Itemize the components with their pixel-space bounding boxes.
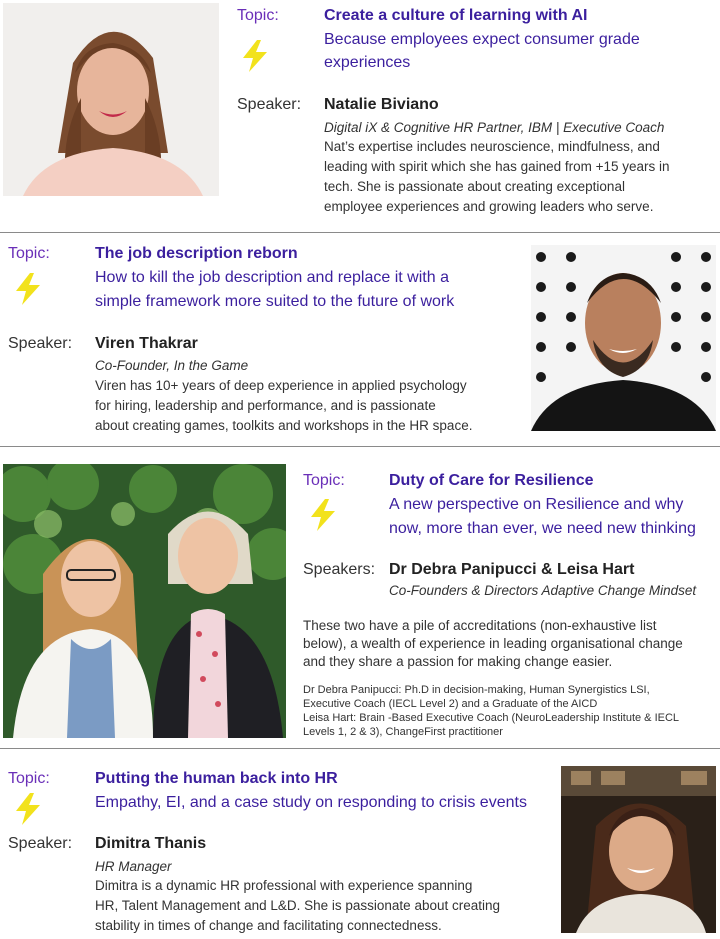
topic-label: Topic:: [8, 245, 50, 262]
speaker-photo-dimitra: [561, 766, 716, 933]
speaker-bio-line: Dimitra is a dynamic HR professional with experience spanning: [95, 878, 473, 893]
speaker-name: Dr Debra Panipucci & Leisa Hart: [389, 561, 635, 578]
session-subtitle-line: A new perspective on Resilience and why: [389, 496, 684, 513]
session-title: Putting the human back into HR: [95, 770, 338, 787]
speaker-role: Co-Founder, In the Game: [95, 358, 249, 373]
session-card-3: [0, 447, 720, 748]
session-card-4: [0, 749, 720, 939]
lightning-bolt-icon: [10, 791, 46, 827]
speaker-label: Speaker:: [8, 835, 73, 852]
session-card-1: [0, 0, 720, 232]
credentials-line: Leisa Hart: Brain -Based Executive Coach (NeuroLeadership Institute & IECL: [303, 712, 680, 724]
speaker-bio-line: below), a wealth of experience in leading organisational change: [303, 636, 683, 651]
topic-label: Topic:: [237, 7, 279, 24]
speaker-label: Speaker:: [8, 335, 73, 352]
speaker-bio-line: leading with spirit which she has gained from +15 years in: [324, 159, 670, 174]
speaker-photo-natalie: [3, 3, 219, 196]
credentials-line: Dr Debra Panipucci: Ph.D in decision-making, Human Synergistics LSI,: [303, 684, 650, 696]
speaker-role: HR Manager: [95, 859, 172, 874]
speaker-photo-viren: [531, 245, 716, 431]
speaker-bio-line: HR, Talent Management and L&D. She is passionate about creating: [95, 898, 500, 913]
speaker-role: Digital iX & Cognitive HR Partner, IBM | Executive Coach: [324, 120, 665, 135]
speaker-bio-line: tech. She is passionate about creating exceptional: [324, 179, 625, 194]
speaker-label: Speaker:: [237, 96, 302, 113]
speaker-name: Viren Thakrar: [95, 335, 198, 352]
speaker-bio-line: and they share a passion for making change easier.: [303, 654, 613, 669]
session-title: The job description reborn: [95, 245, 298, 262]
session-title: Duty of Care for Resilience: [389, 472, 594, 489]
topic-label: Topic:: [303, 472, 345, 489]
speaker-bio-line: for hiring, leadership and performance, and is passionate: [95, 398, 436, 413]
speaker-photo-debra-leisa: [3, 464, 286, 738]
speaker-bio-line: Viren has 10+ years of deep experience in applied psychology: [95, 378, 467, 393]
session-title: Create a culture of learning with AI: [324, 7, 588, 24]
session-subtitle-line: Because employees expect consumer grade: [324, 31, 640, 48]
session-subtitle-line: Empathy, EI, and a case study on responding to crisis events: [95, 794, 527, 811]
lightning-bolt-icon: [305, 497, 341, 533]
speaker-bio-line: about creating games, toolkits and workshops in the HR space.: [95, 418, 473, 433]
speakers-label: Speakers:: [303, 561, 376, 578]
session-subtitle-line: How to kill the job description and replace it with a: [95, 269, 449, 286]
speaker-name: Dimitra Thanis: [95, 835, 207, 852]
speaker-bio-line: stability in times of change and facilitating connectedness.: [95, 918, 442, 933]
speaker-bio-line: Nat’s expertise includes neuroscience, mindfulness, and: [324, 139, 660, 154]
session-subtitle-line: now, more than ever, we need new thinking: [389, 520, 696, 537]
speaker-name: Natalie Biviano: [324, 96, 439, 113]
credentials-line: Executive Coach (IECL Level 2) and a Graduate of the AICD: [303, 698, 598, 710]
session-subtitle-line: simple framework more suited to the future of work: [95, 293, 455, 310]
lightning-bolt-icon: [10, 271, 46, 307]
session-subtitle-line: experiences: [324, 54, 411, 71]
session-card-2: [0, 233, 720, 446]
credentials-line: Levels 1, 2 & 3), ChangeFirst practitioner: [303, 726, 503, 738]
topic-label: Topic:: [8, 770, 50, 787]
speaker-bio-line: These two have a pile of accreditations (non-exhaustive list: [303, 618, 657, 633]
lightning-bolt-icon: [237, 38, 273, 74]
speaker-bio-line: employee experiences and growing leaders who serve.: [324, 199, 654, 214]
speaker-role: Co-Founders & Directors Adaptive Change Mindset: [389, 583, 697, 598]
